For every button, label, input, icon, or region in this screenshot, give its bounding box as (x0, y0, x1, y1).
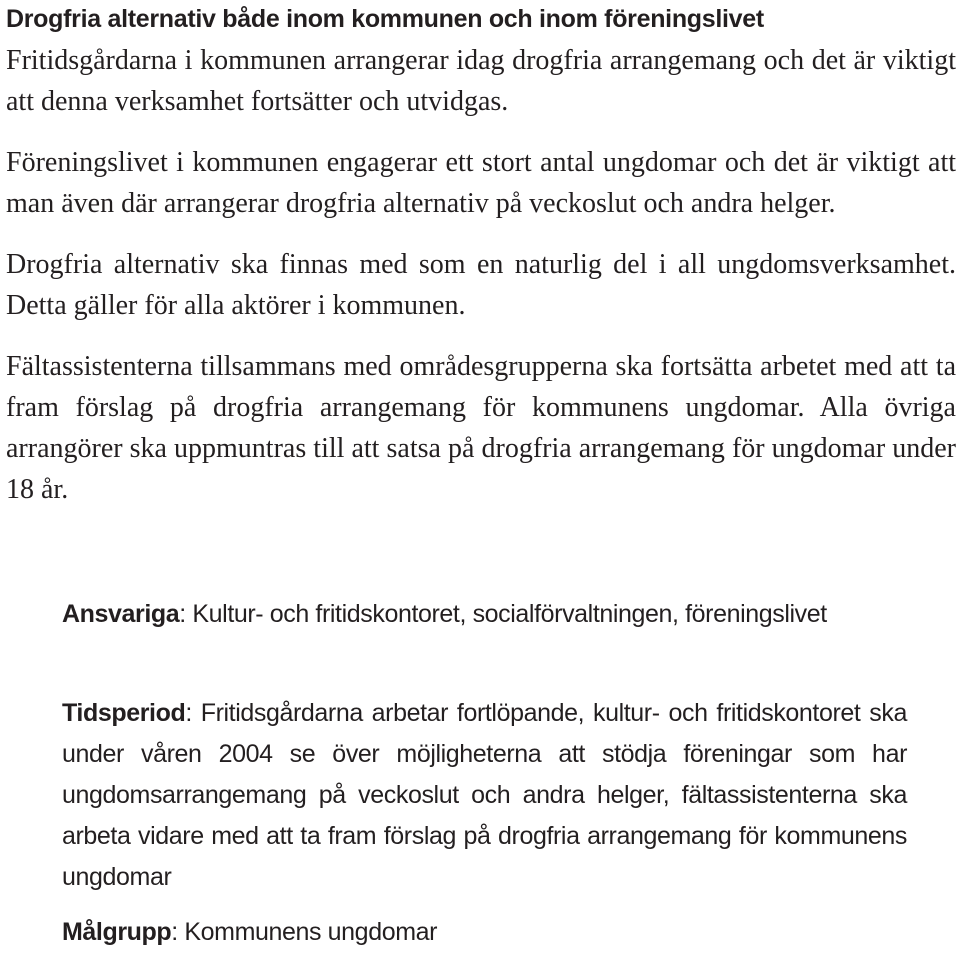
paragraph-foreningslivet: Föreningslivet i kommunen engagerar ett stort antal ungdomar och det är viktigt att man även där arrangerar drogfria alternativ på veckoslut och andra helger. (6, 147, 956, 219)
ansvariga-text: : Kultur- och fritidskontoret, socialförvaltningen, föreningslivet (179, 600, 827, 628)
document-page (6, 0, 956, 510)
ansvariga-label: Ansvariga (62, 600, 180, 628)
malgrupp-label: Målgrupp (62, 918, 172, 946)
ansvariga-block (62, 594, 907, 635)
paragraph-faltassistenterna: Fältassistenterna tillsammans med områdesgrupperna ska fortsätta arbetet med att ta fram förslag på drogfria arrangemang för kommunens ungdomar. Alla övriga arrangörer ska uppmuntras till att satsa på drogfria arrangemang för ungdomar under 18 år. (6, 351, 956, 505)
malgrupp-text: : Kommunens ungdomar (171, 918, 438, 946)
malgrupp-block (62, 912, 907, 953)
tidsperiod-label: Tidsperiod (62, 699, 186, 727)
tidsperiod-block (62, 693, 907, 898)
paragraph-naturlig-del: Drogfria alternativ ska finnas med som en naturlig del i all ungdomsverksamhet. Detta gäller för alla aktörer i kommunen. (6, 249, 956, 321)
tidsperiod-text: : Fritidsgårdarna arbetar fortlöpande, kultur- och fritidskontoret ska under våren 2004 se över möjligheterna att stödja föreningar som har ungdomsarrangemang på veckoslut och andra helger, fältassistenterna ska arbeta vidare med att ta fram förslag på drogfria arrangemang för kommunens ungdomar (62, 699, 907, 891)
section-heading: Drogfria alternativ både inom kommunen och inom föreningslivet (6, 5, 764, 33)
paragraph-fritidsgardar: Fritidsgårdarna i kommunen arrangerar idag drogfria arrangemang och det är viktigt att denna verksamhet fortsätter och utvidgas. (6, 45, 956, 117)
